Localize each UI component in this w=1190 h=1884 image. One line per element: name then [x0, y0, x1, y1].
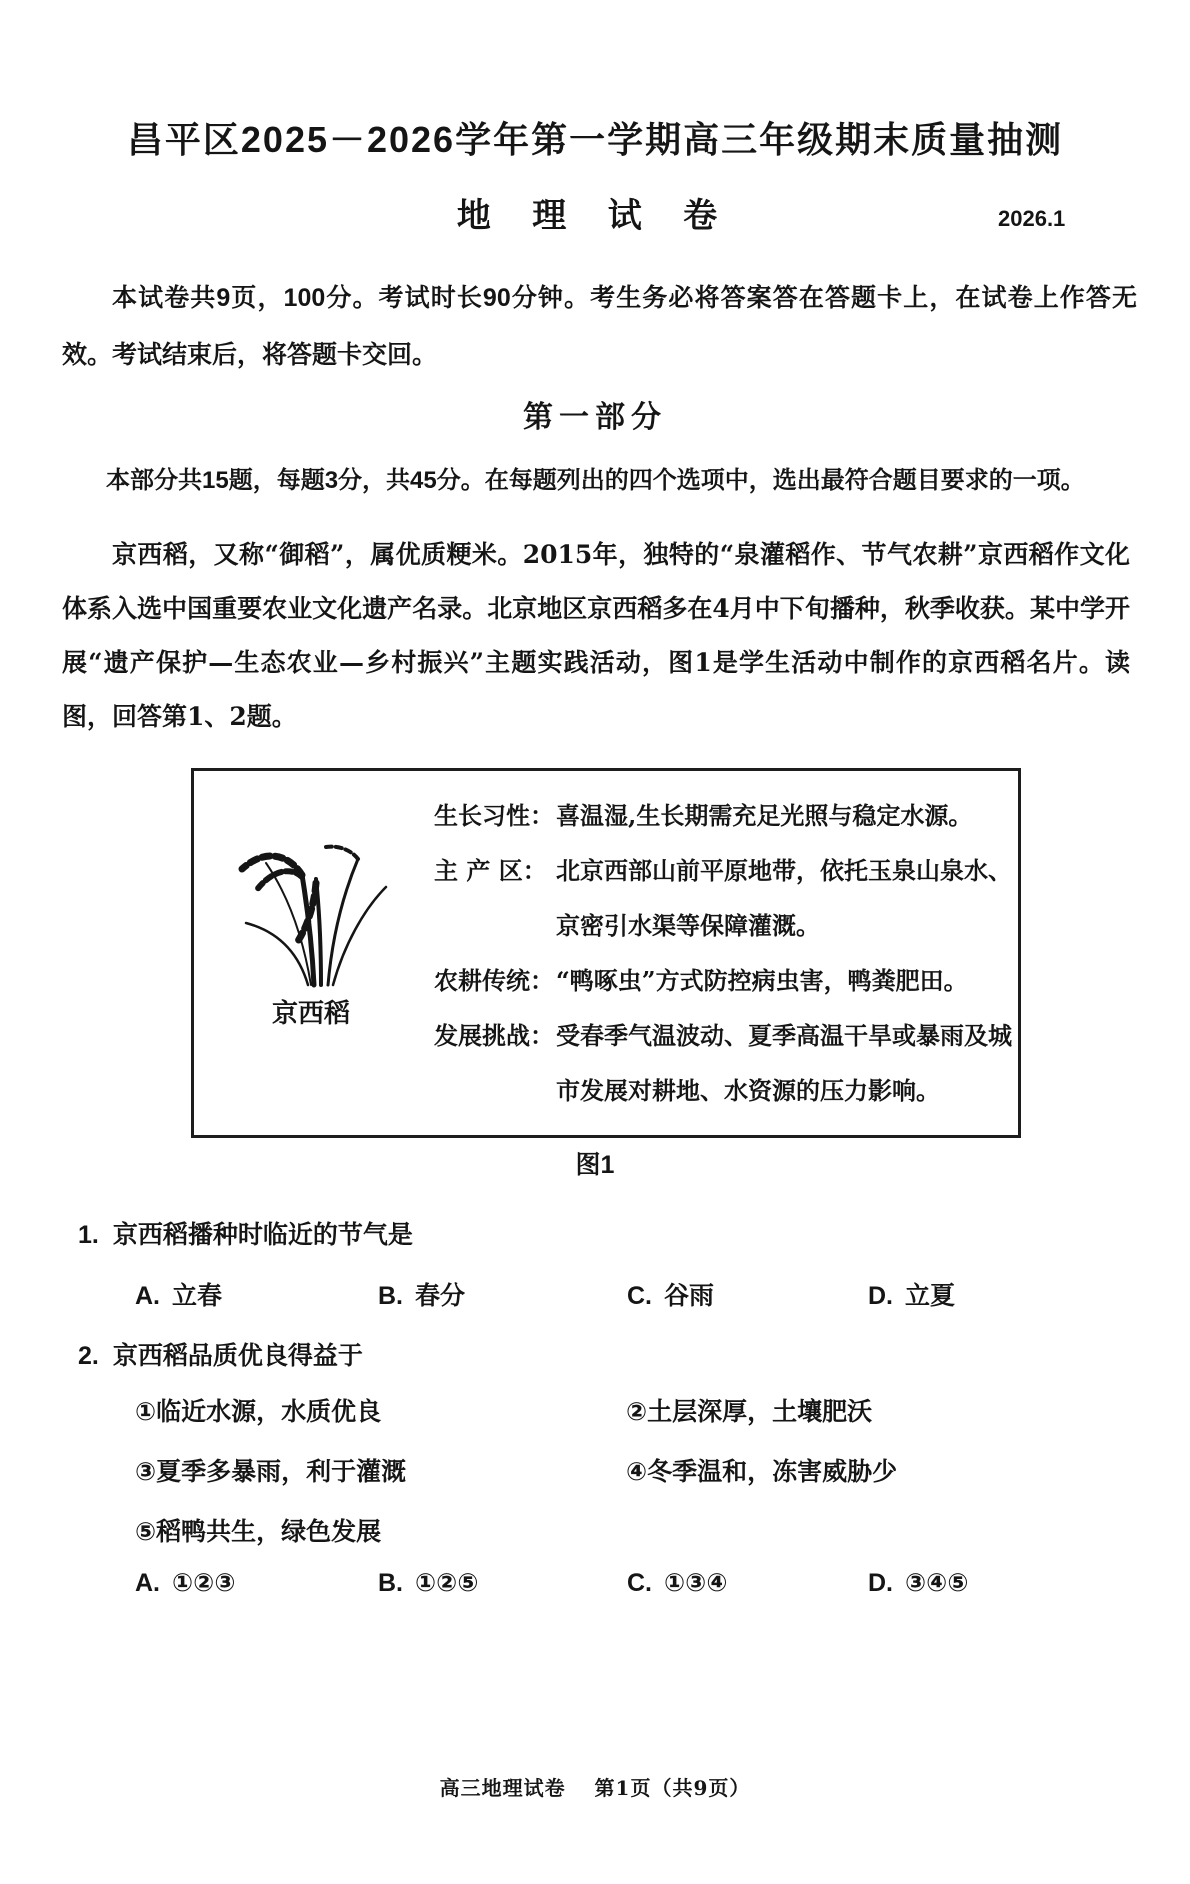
- info-row-text: 市发展对耕地、水资源的压力影响。: [556, 1076, 940, 1105]
- info-row-text: 北京西部山前平原地带，依托玉泉山泉水、: [556, 856, 1012, 885]
- option-2b[interactable]: [378, 1568, 479, 1598]
- option-1a[interactable]: [135, 1276, 222, 1312]
- info-row-label: 主 产 区：: [434, 856, 547, 885]
- rice-info-card: [434, 799, 1012, 1129]
- question-1-number: 1.: [78, 1221, 99, 1249]
- option-text: ①②⑤: [415, 1569, 479, 1597]
- rice-image-label: 京西稻: [271, 999, 350, 1029]
- option-label: C.: [627, 1282, 652, 1310]
- option-1c[interactable]: [627, 1276, 714, 1312]
- option-2c[interactable]: [627, 1568, 728, 1598]
- option-text: ①②③: [172, 1569, 236, 1597]
- option-label: B.: [378, 1569, 403, 1597]
- option-text: 春分: [415, 1282, 466, 1310]
- figure1-caption: 图1: [575, 1151, 615, 1179]
- option-1d[interactable]: [868, 1276, 955, 1312]
- figure1-box: [191, 768, 1021, 1138]
- question-2-number: 2.: [78, 1342, 99, 1370]
- info-row-challenge-cont: [434, 1074, 1009, 1129]
- statement-4: ④冬季温和，冻害威胁少: [626, 1458, 898, 1486]
- question-2-text: 京西稻品质优良得益于: [112, 1342, 363, 1370]
- info-row-label: 生长习性：: [434, 801, 554, 830]
- option-label: D.: [868, 1282, 893, 1310]
- subject-title: 地 理 试 卷: [456, 197, 734, 235]
- option-text: 谷雨: [664, 1282, 715, 1310]
- info-row-text: 喜温湿,生长期需充足光照与稳定水源。: [556, 801, 973, 830]
- part1-description: 本部分共15题，每题3分，共45分。在每题列出的四个选项中，选出最符合题目要求的一项。: [106, 467, 1085, 494]
- option-label: B.: [378, 1282, 403, 1310]
- option-text: ①③④: [664, 1569, 728, 1597]
- statement-5: ⑤稻鸭共生，绿色发展: [135, 1518, 382, 1546]
- statement-2: ②土层深厚，土壤肥沃: [626, 1398, 873, 1426]
- info-row-text: 受春季气温波动、夏季高温干旱或暴雨及城: [556, 1021, 1012, 1050]
- page-footer: 高三地理试卷 第1页（共9页）: [439, 1776, 751, 1800]
- option-text: ③④⑤: [905, 1569, 969, 1597]
- option-label: C.: [627, 1569, 652, 1597]
- option-1b[interactable]: [378, 1276, 465, 1312]
- option-label: A.: [135, 1569, 160, 1597]
- exam-instructions: 本试卷共9页，100分。考试时长90分钟。考生务必将答案答在答题卡上，在试卷上作答无效。考试结束后，将答题卡交回。: [62, 284, 1137, 369]
- option-label: D.: [868, 1569, 893, 1597]
- info-row-growth: [434, 799, 1009, 854]
- info-row-tradition: [434, 964, 1009, 1019]
- reading-passage: 京西稻，又称“御稻”，属优质粳米。2015年，独特的“泉灌稻作、节气农耕”京西稻作文化体系入选中国重要农业文化遗产名录。北京地区京西稻多在4月中下旬播种，秋季收获。某中学开展“遗产保护—生态农业—乡村振兴”主题实践活动，图1是学生活动中制作的京西稻名片。读图，回答第1、2题。: [62, 540, 1130, 731]
- question-2-stem: [78, 1336, 363, 1372]
- exam-date: 2026.1: [998, 206, 1066, 231]
- option-text: 立春: [172, 1282, 223, 1310]
- info-row-challenge: [434, 1019, 1012, 1074]
- option-2d[interactable]: [868, 1568, 969, 1598]
- info-row-label: 农耕传统：: [434, 966, 554, 995]
- info-row-text: 京密引水渠等保障灌溉。: [556, 911, 820, 940]
- statement-3: ③夏季多暴雨，利于灌溉: [135, 1458, 407, 1486]
- page-title: 昌平区2025－2026学年第一学期高三年级期末质量抽测: [126, 119, 1064, 160]
- part1-heading: 第一部分: [523, 401, 667, 434]
- info-row-region-cont: [434, 909, 1009, 964]
- option-2a[interactable]: [135, 1568, 236, 1598]
- option-text: 立夏: [905, 1282, 956, 1310]
- info-row-text: “鸭啄虫”方式防控病虫害，鸭粪肥田。: [556, 966, 968, 995]
- info-row-region: [434, 854, 1012, 909]
- question-1-stem: [78, 1215, 413, 1251]
- info-row-label: 发展挑战：: [434, 1021, 554, 1050]
- option-label: A.: [135, 1282, 160, 1310]
- statement-1: ①临近水源，水质优良: [135, 1398, 382, 1426]
- rice-plant-illustration: [216, 833, 406, 988]
- question-1-text: 京西稻播种时临近的节气是: [112, 1221, 413, 1249]
